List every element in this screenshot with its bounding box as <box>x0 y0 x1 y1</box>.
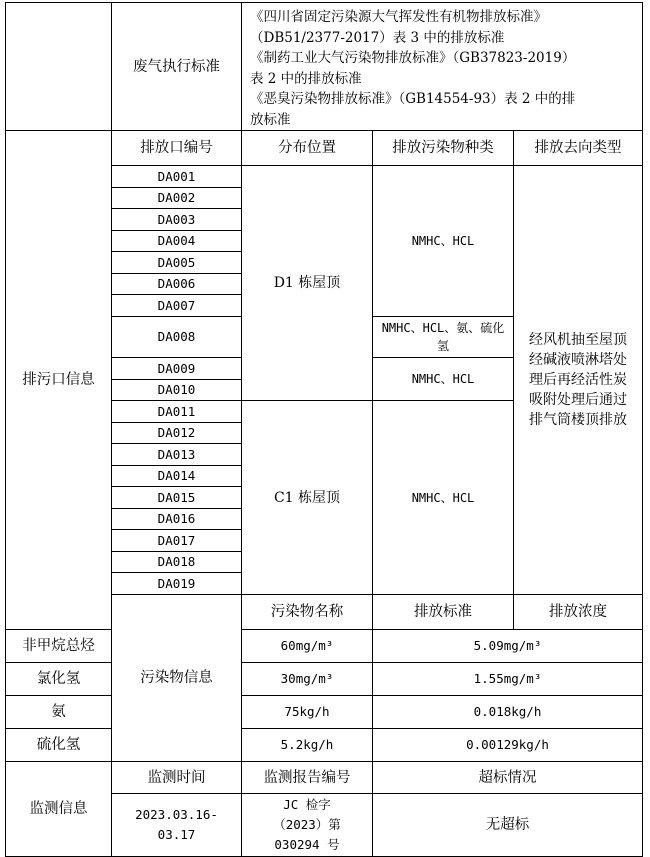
pollutant-header-concentration: 排放浓度 <box>514 595 643 630</box>
destination-line: 经碱液喷淋塔处 <box>529 352 627 368</box>
monitoring-header-exceed: 超标情况 <box>373 762 643 794</box>
outlet-id: DA018 <box>112 552 242 573</box>
pollutant-standard: 30mg/m³ <box>242 663 373 696</box>
report-number-line: JC 检字 <box>283 797 331 812</box>
pollutant-group-3: NMHC、HCL <box>373 358 514 401</box>
outlet-id: DA011 <box>112 401 242 423</box>
pollutant-standard: 60mg/m³ <box>242 630 373 663</box>
outlet-id: DA002 <box>112 188 242 209</box>
outlet-header-pollutants: 排放污染物种类 <box>373 131 514 166</box>
standard-line: （DB51/2377-2017）表 3 中的排放标准 <box>250 29 505 46</box>
outlet-id: DA005 <box>112 252 242 274</box>
outlet-info-label: 排污口信息 <box>6 131 112 630</box>
pollutant-name: 氨 <box>6 696 112 729</box>
outlet-id: DA012 <box>112 423 242 444</box>
outlet-id: DA007 <box>112 295 242 317</box>
monitoring-header-report: 监测报告编号 <box>242 762 373 794</box>
pollutant-name: 硫化氢 <box>6 729 112 762</box>
outlet-id: DA010 <box>112 380 242 401</box>
pollutant-header-standard: 排放标准 <box>373 595 514 630</box>
destination-line: 经风机抽至屋顶 <box>529 332 627 348</box>
pollutant-group-4: NMHC、HCL <box>373 401 514 595</box>
exhaust-standard-text <box>242 3 643 131</box>
outlet-header-destination: 排放去向类型 <box>514 131 643 166</box>
standard-line: 《制药工业大气污染物排放标准》（GB37823-2019） <box>250 50 576 66</box>
destination-line: 吸附处理后通过 <box>529 392 627 408</box>
pollutant-standard: 5.2kg/h <box>242 729 373 762</box>
destination-line: 排气筒楼顶排放 <box>529 412 627 428</box>
monitoring-time <box>112 794 242 857</box>
standard-line: 《恶臭污染物排放标准》（GB14554-93）表 2 中的排 <box>250 91 576 107</box>
pollutant-name: 氯化氢 <box>6 663 112 696</box>
pollutant-group-1: NMHC、HCL <box>373 166 514 317</box>
pollutant-group-2: NMHC、HCL、氨、硫化氢 <box>373 317 514 358</box>
pollutant-header-name: 污染物名称 <box>242 595 373 630</box>
standard-line: 《四川省固定污染源大气挥发性有机物排放标准》 <box>250 9 547 25</box>
outlet-header-id: 排放口编号 <box>112 131 242 166</box>
standard-line: 放标准 <box>250 111 291 128</box>
pollutant-standard: 75kg/h <box>242 696 373 729</box>
outlet-id: DA008 <box>112 317 242 358</box>
outlet-id: DA019 <box>112 573 242 595</box>
destination-line: 理后再经活性炭 <box>529 372 627 388</box>
location-c1: C1 栋屋顶 <box>242 401 373 595</box>
location-d1: D1 栋屋顶 <box>242 166 373 401</box>
monitoring-time-line: 2023.03.16- <box>135 807 218 822</box>
outlet-id: DA009 <box>112 358 242 380</box>
outlet-id: DA015 <box>112 487 242 509</box>
pollutant-info-label: 污染物信息 <box>112 595 242 762</box>
monitoring-info-label: 监测信息 <box>6 762 112 857</box>
pollutant-concentration: 5.09mg/m³ <box>373 630 643 663</box>
outlet-id: DA001 <box>112 166 242 188</box>
destination-type <box>514 166 643 595</box>
monitoring-report-number <box>242 794 373 857</box>
outlet-id: DA003 <box>112 209 242 231</box>
monitoring-header-time: 监测时间 <box>112 762 242 794</box>
report-number-line: 030294 号 <box>274 837 340 852</box>
report-number-line: （2023）第 <box>273 817 341 832</box>
outlet-id: DA014 <box>112 466 242 487</box>
outlet-id: DA006 <box>112 274 242 295</box>
empty-corner-cell <box>6 3 112 131</box>
outlet-id: DA004 <box>112 231 242 252</box>
pollutant-concentration: 0.018kg/h <box>373 696 643 729</box>
emission-info-table <box>5 2 643 857</box>
standard-line: 表 2 中的排放标准 <box>250 70 362 87</box>
monitoring-time-line: 03.17 <box>157 827 196 842</box>
pollutant-concentration: 0.00129kg/h <box>373 729 643 762</box>
pollutant-concentration: 1.55mg/m³ <box>373 663 643 696</box>
pollutant-name: 非甲烷总烃 <box>6 630 112 663</box>
exhaust-standard-label: 废气执行标准 <box>112 3 242 131</box>
outlet-id: DA013 <box>112 444 242 466</box>
outlet-id: DA017 <box>112 530 242 552</box>
monitoring-exceed-status: 无超标 <box>373 794 643 857</box>
outlet-header-location: 分布位置 <box>242 131 373 166</box>
outlet-id: DA016 <box>112 509 242 530</box>
